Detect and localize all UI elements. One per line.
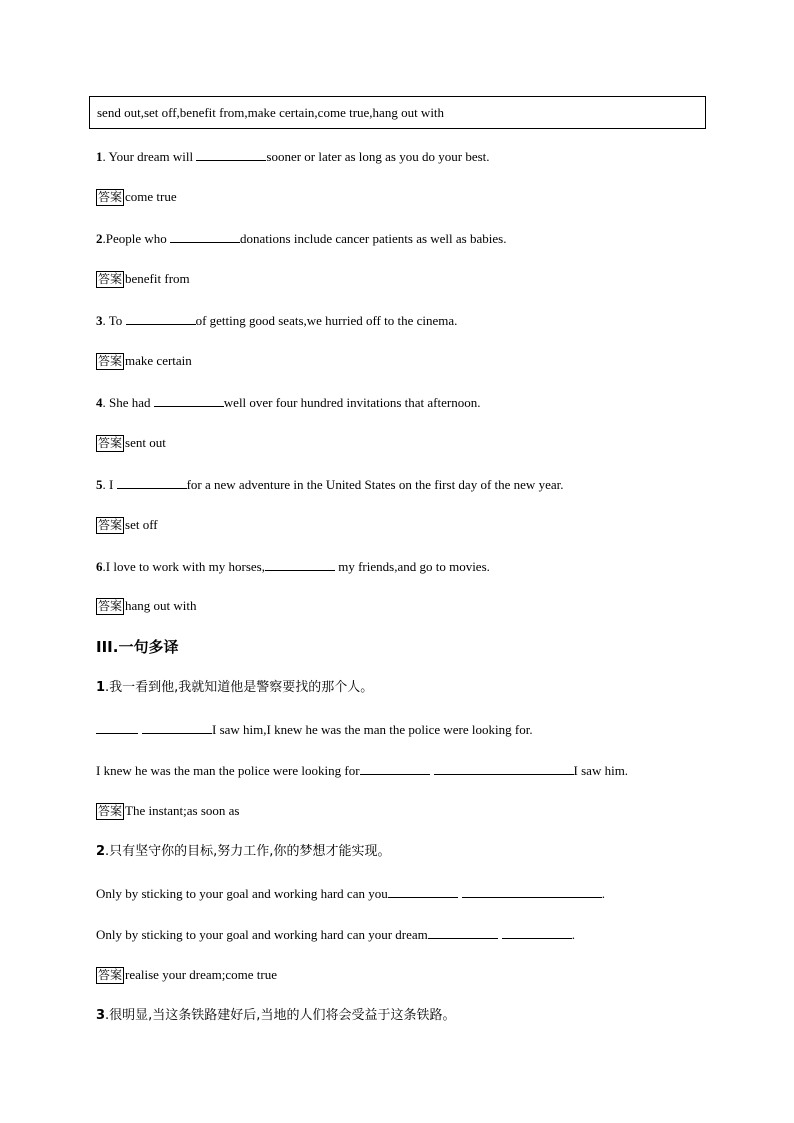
- answer-tag: 答案: [98, 804, 123, 818]
- question-3: [96, 311, 457, 329]
- answer-text: make certain: [125, 353, 192, 368]
- answer-blank[interactable]: [462, 884, 602, 898]
- answer-blank[interactable]: [196, 147, 266, 161]
- translation-1-prompt: [96, 679, 373, 697]
- question-1: [96, 147, 490, 165]
- prompt-text: .很明显,当这条铁路建好后,当地的人们将会受益于这条铁路。: [105, 1008, 456, 1023]
- sentence-text-after: .: [601, 886, 605, 901]
- answer-tag: 答案: [98, 518, 123, 532]
- answer-tag: 答案: [98, 968, 123, 982]
- translation-3-prompt: [96, 1007, 455, 1025]
- question-6: [96, 557, 490, 575]
- answer-tag: 答案: [98, 436, 123, 450]
- answer-4: [96, 434, 166, 452]
- question-number: 2: [96, 231, 103, 246]
- prompt-text: .我一看到他,我就知道他是警察要找的那个人。: [105, 680, 374, 695]
- answer-5: [96, 516, 158, 534]
- question-text-before: . She had: [102, 395, 154, 410]
- question-number: 1: [96, 149, 103, 164]
- answer-blank[interactable]: [96, 720, 138, 734]
- sentence-text-before: Only by sticking to your goal and working hard can your dream: [96, 927, 428, 942]
- answer-text: set off: [125, 517, 158, 532]
- translation-1-line-1: [96, 720, 533, 738]
- question-text-before: . To: [102, 313, 126, 328]
- question-text-after: of getting good seats,we hurried off to the cinema.: [195, 313, 458, 328]
- prompt-text: .只有坚守你的目标,努力工作,你的梦想才能实现。: [105, 844, 391, 859]
- answer-tag: 答案: [98, 599, 123, 613]
- answer-text: sent out: [125, 435, 166, 450]
- translation-2-prompt: [96, 843, 390, 861]
- translation-1-answer: [96, 802, 239, 820]
- question-2: [96, 229, 506, 247]
- question-text-before: . Your dream will: [102, 149, 197, 164]
- answer-text: hang out with: [125, 598, 197, 613]
- question-number: 6: [96, 559, 103, 574]
- question-number: 1: [96, 680, 106, 695]
- answer-blank[interactable]: [154, 393, 224, 407]
- question-text-before: .I love to work with my horses,: [102, 559, 265, 574]
- question-text-after: my friends,and go to movies.: [334, 559, 490, 574]
- sentence-text-before: I knew he was the man the police were looking for: [96, 763, 360, 778]
- translation-2-line-1: [96, 884, 605, 902]
- question-text-before: .People who: [102, 231, 171, 246]
- question-text-after: donations include cancer patients as well as babies.: [240, 231, 507, 246]
- sentence-text-after: .: [571, 927, 576, 942]
- translation-2-answer: [96, 966, 277, 984]
- answer-tag: 答案: [98, 272, 123, 286]
- question-text-after: for a new adventure in the United States on the first day of the new year.: [186, 477, 564, 492]
- answer-blank[interactable]: [360, 761, 430, 775]
- question-number: 3: [96, 313, 103, 328]
- answer-tag: 答案: [98, 190, 123, 204]
- question-number: 2: [96, 844, 106, 859]
- answer-blank[interactable]: [265, 557, 335, 571]
- answer-3: [96, 352, 192, 370]
- translation-2-line-2: [96, 925, 575, 943]
- answer-blank[interactable]: [170, 229, 240, 243]
- answer-6: [96, 597, 197, 615]
- sentence-text-after: I saw him.: [573, 763, 629, 778]
- word-bank-text: send out,set off,benefit from,make certain,come true,hang out with: [97, 105, 445, 120]
- answer-text: realise your dream;come true: [125, 967, 277, 982]
- word-bank-box: [89, 96, 706, 129]
- answer-tag: 答案: [98, 354, 123, 368]
- answer-blank[interactable]: [388, 884, 458, 898]
- answer-blank[interactable]: [142, 720, 212, 734]
- question-5: [96, 475, 563, 493]
- answer-text: The instant;as soon as: [125, 803, 240, 818]
- answer-blank[interactable]: [502, 925, 572, 939]
- question-number: 5: [96, 477, 103, 492]
- question-text-after: sooner or later as long as you do your best.: [266, 149, 490, 164]
- answer-blank[interactable]: [117, 475, 187, 489]
- answer-blank[interactable]: [434, 761, 574, 775]
- section-title: III.一句多译: [96, 638, 179, 656]
- sentence-text-after: I saw him,I knew he was the man the police were looking for.: [212, 722, 533, 737]
- question-number: 4: [96, 395, 103, 410]
- question-4: [96, 393, 480, 411]
- question-text-before: . I: [102, 477, 117, 492]
- answer-1: [96, 188, 177, 206]
- question-text-after: well over four hundred invitations that afternoon.: [223, 395, 481, 410]
- translation-1-line-2: [96, 761, 628, 779]
- answer-text: benefit from: [125, 271, 190, 286]
- answer-blank[interactable]: [428, 925, 498, 939]
- question-number: 3: [96, 1008, 106, 1023]
- answer-blank[interactable]: [126, 311, 196, 325]
- sentence-text-before: Only by sticking to your goal and working hard can you: [96, 886, 388, 901]
- answer-text: come true: [125, 189, 177, 204]
- answer-2: [96, 270, 190, 288]
